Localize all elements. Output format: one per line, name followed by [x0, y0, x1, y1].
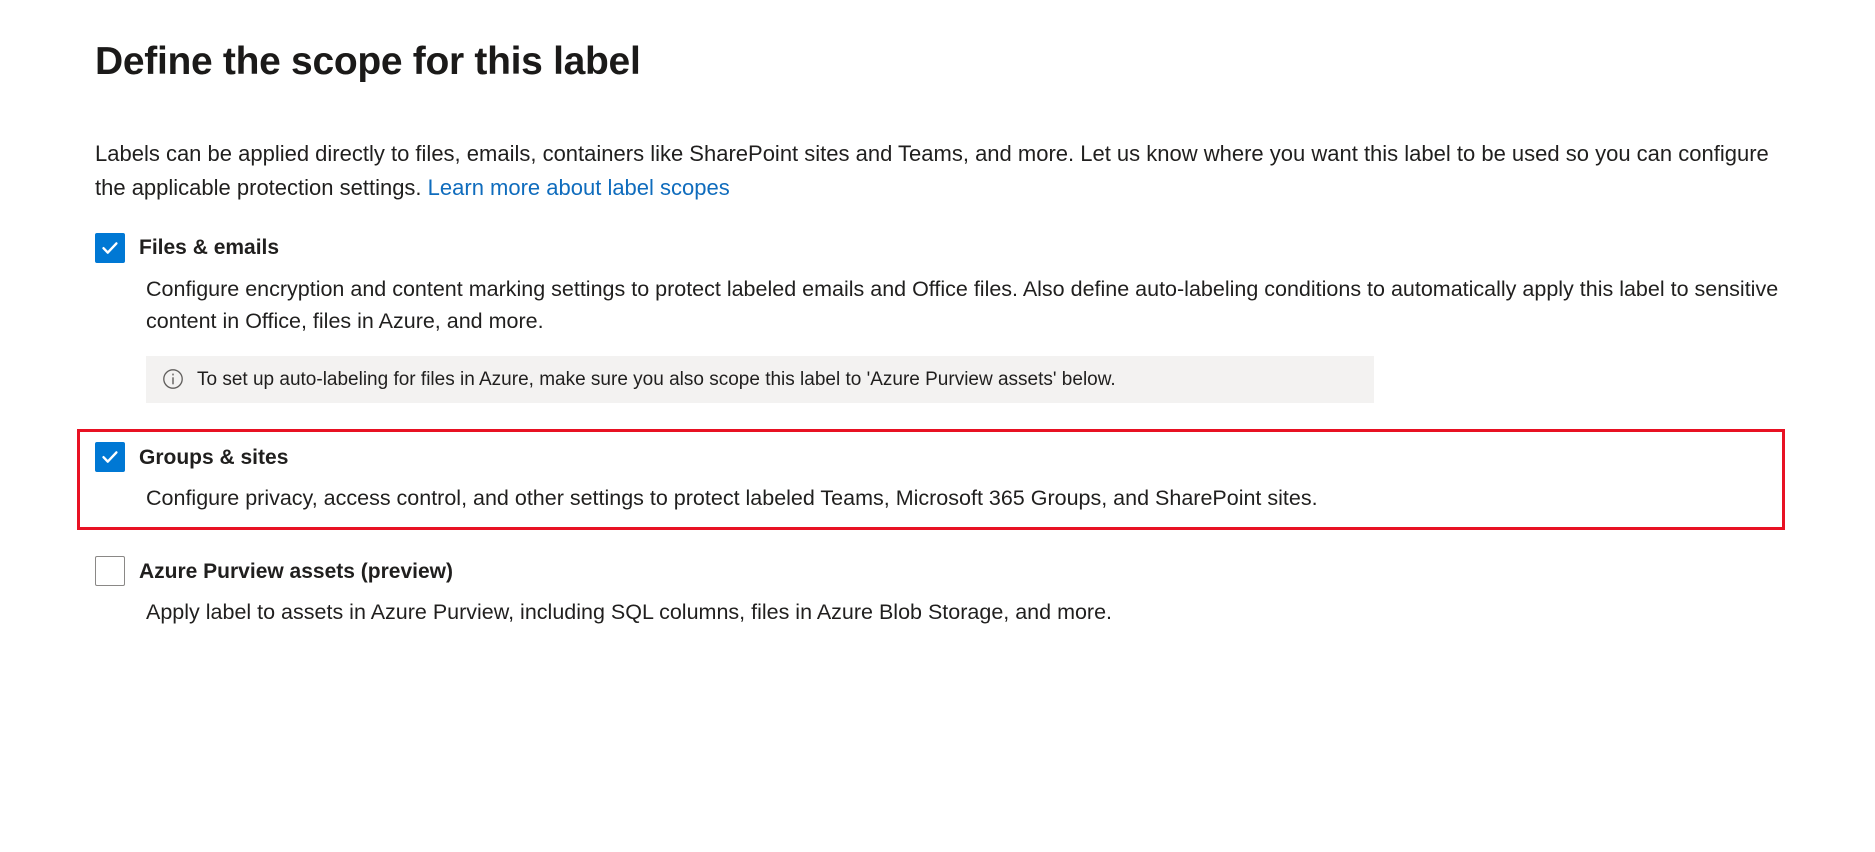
option-row-groups-sites — [95, 442, 1782, 472]
info-message-files-emails — [146, 356, 1374, 404]
scope-option-groups-sites — [77, 429, 1785, 530]
info-circle-icon — [162, 368, 184, 390]
option-label-groups-sites: Groups & sites — [139, 445, 289, 469]
option-description-azure-purview-assets: Apply label to assets in Azure Purview, including SQL columns, files in Azure Blob Storage, and more. — [146, 600, 1113, 625]
checkbox-files-emails[interactable] — [95, 233, 125, 263]
checkbox-azure-purview-assets[interactable] — [95, 556, 125, 586]
option-label-files-emails: Files & emails — [139, 236, 280, 260]
scope-option-files-emails — [95, 227, 1780, 407]
learn-more-link[interactable]: Learn more about label scopes — [427, 174, 730, 200]
intro-description — [95, 137, 1780, 205]
option-label-azure-purview-assets: Azure Purview assets (preview) — [139, 559, 453, 583]
intro-text: Labels can be applied directly to files, emails, containers like SharePoint sites and Teams, and more. Let us know where you want this label to be used so you can configure the applicable protection settings. — [95, 140, 1769, 200]
scope-option-azure-purview-assets — [95, 550, 1780, 633]
option-row-azure-purview-assets — [95, 556, 1780, 586]
checkbox-groups-sites[interactable] — [95, 442, 125, 472]
option-row-files-emails — [95, 233, 1780, 263]
page-title: Define the scope for this label — [95, 40, 641, 83]
info-message-text: To set up auto-labeling for files in Azure, make sure you also scope this label to 'Azure Purview assets' below. — [197, 368, 1116, 390]
option-description-files-emails: Configure encryption and content marking settings to protect labeled emails and Office files. Also define auto-labeling conditions to automatically apply this label to sensitive content in Office, files in Azure, and more. — [146, 277, 1779, 333]
option-description-groups-sites: Configure privacy, access control, and other settings to protect labeled Teams, Microsoft 365 Groups, and SharePoint sites. — [146, 486, 1318, 511]
